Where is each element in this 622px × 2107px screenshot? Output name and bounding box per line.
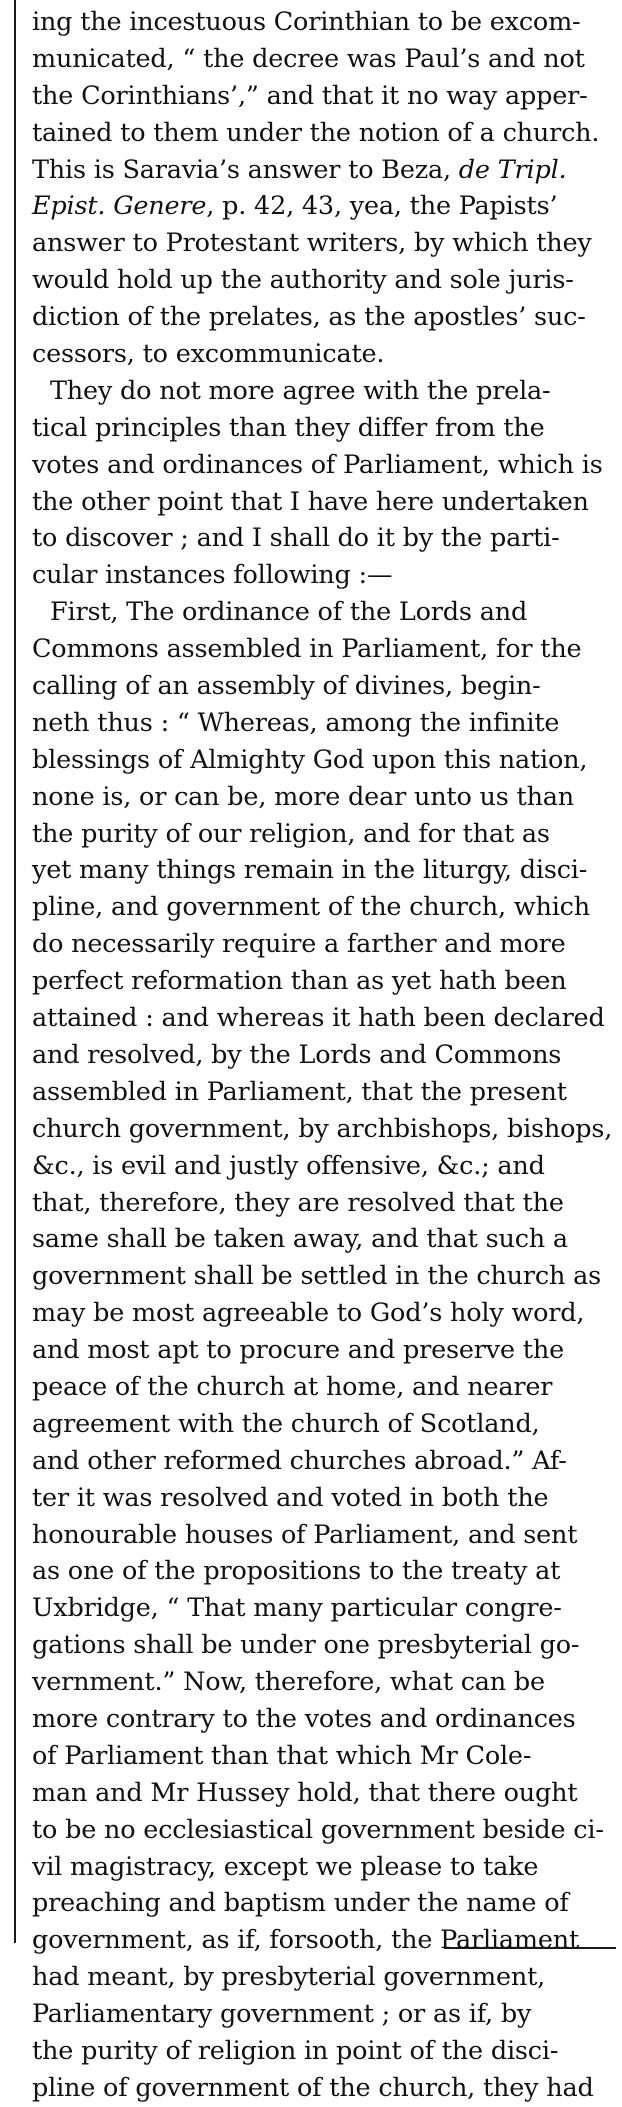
text-line — [32, 1553, 612, 1590]
line-text: had meant, by presbyterial government, — [32, 1962, 546, 1993]
line-text: to discover ; and I shall do it by the parti- — [32, 523, 560, 554]
column-rule-left — [14, 0, 16, 1943]
line-text: of Parliament than that which Mr Cole- — [32, 1740, 532, 1771]
text-line — [32, 668, 612, 705]
text-line — [32, 1517, 612, 1554]
line-text: assembled in Parliament, that the present — [32, 1076, 567, 1107]
text-line — [32, 1996, 612, 2033]
text-line — [32, 41, 612, 78]
line-text: to be no ecclesiastical government beside ci- — [32, 1814, 604, 1845]
text-line — [32, 299, 612, 336]
text-line — [32, 1480, 612, 1517]
line-text: the purity of our religion, and for that as — [32, 818, 550, 849]
line-text: yet many things remain in the liturgy, disci- — [32, 855, 588, 886]
line-text: man and Mr Hussey hold, that there ought — [32, 1777, 578, 1808]
line-text: ter it was resolved and voted in both the — [32, 1482, 549, 1513]
text-line — [32, 1664, 612, 1701]
text-line — [32, 557, 612, 594]
text-line — [32, 926, 612, 963]
text-line — [32, 1258, 612, 1295]
line-text: pline of government of the church, they had — [32, 2072, 594, 2103]
line-text: diction of the prelates, as the apostles’ suc- — [32, 302, 586, 333]
line-text: , p. 42, 43, yea, the Papists’ — [206, 191, 558, 222]
text-line — [32, 373, 612, 410]
text-line — [32, 1406, 612, 1443]
line-text: as one of the propositions to the treaty at — [32, 1556, 561, 1587]
text-line — [32, 1000, 612, 1037]
line-text: vernment.” Now, therefore, what can be — [32, 1667, 545, 1698]
line-text: calling of an assembly of divines, begin- — [32, 671, 541, 702]
line-text: would hold up the authority and sole juris- — [32, 265, 574, 296]
line-text: Parliamentary government ; or as if, by — [32, 1999, 532, 2030]
text-line — [32, 152, 612, 189]
text-line — [32, 1185, 612, 1222]
text-line — [32, 1037, 612, 1074]
text-line — [32, 852, 612, 889]
text-line — [32, 336, 612, 373]
line-text: more contrary to the votes and ordinances — [32, 1703, 576, 1734]
line-text: Commons assembled in Parliament, for the — [32, 634, 582, 665]
text-line — [32, 410, 612, 447]
italic-title: Epist. Genere — [32, 191, 207, 222]
line-text: preaching and baptism under the name of — [32, 1888, 569, 1919]
line-text: tical principles than they differ from the — [32, 412, 545, 443]
text-line — [32, 4, 612, 41]
line-text: peace of the church at home, and nearer — [32, 1371, 553, 1402]
text-line — [32, 779, 612, 816]
text-line — [32, 447, 612, 484]
text-line — [32, 816, 612, 853]
line-text: votes and ordinances of Parliament, which is — [32, 449, 603, 480]
text-line — [32, 2033, 612, 2070]
text-line — [32, 2070, 612, 2107]
line-text: They do not more agree with the prela- — [50, 375, 551, 406]
text-line — [32, 115, 612, 152]
text-line — [32, 1295, 612, 1332]
text-line — [32, 1332, 612, 1369]
text-line — [32, 1775, 612, 1812]
text-line — [32, 520, 612, 557]
text-line — [32, 705, 612, 742]
line-text: First, The ordinance of the Lords and — [50, 597, 528, 628]
line-text: This is Saravia’s answer to Beza, — [32, 154, 459, 185]
line-text: cular instances following :— — [32, 560, 393, 591]
text-line — [32, 1627, 612, 1664]
line-text: neth thus : “ Whereas, among the infinite — [32, 707, 560, 738]
line-text: honourable houses of Parliament, and sent — [32, 1519, 578, 1550]
text-line — [32, 889, 612, 926]
line-text: answer to Protestant writers, by which they — [32, 228, 592, 259]
text-line — [32, 1922, 612, 1959]
text-line — [32, 225, 612, 262]
text-line — [32, 1443, 612, 1480]
text-line — [32, 1221, 612, 1258]
line-text: perfect reformation than as yet hath been — [32, 966, 567, 997]
text-line — [32, 1074, 612, 1111]
text-line — [32, 1148, 612, 1185]
text-line — [32, 1369, 612, 1406]
line-text: vil magistracy, except we please to take — [32, 1851, 539, 1882]
line-text: the purity of religion in point of the disci- — [32, 2035, 559, 2066]
text-line — [32, 742, 612, 779]
text-line — [32, 1812, 612, 1849]
text-line — [32, 1590, 612, 1627]
line-text: attained : and whereas it hath been declared — [32, 1003, 605, 1034]
line-text: and most apt to procure and preserve the — [32, 1335, 564, 1366]
text-line — [32, 262, 612, 299]
line-text: ing the incestuous Corinthian to be excom- — [32, 7, 581, 37]
text-line — [32, 594, 612, 631]
text-line — [32, 78, 612, 115]
text-line — [32, 1885, 612, 1922]
line-text: same shall be taken away, and that such a — [32, 1224, 568, 1255]
line-text: Uxbridge, “ That many particular congre- — [32, 1593, 562, 1624]
text-line — [32, 1111, 612, 1148]
line-text: and resolved, by the Lords and Commons — [32, 1039, 562, 1070]
line-text: agreement with the church of Scotland, — [32, 1408, 540, 1439]
line-text: municated, “ the decree was Paul’s and not — [32, 43, 585, 74]
text-line — [32, 631, 612, 668]
line-text: gations shall be under one presbyterial go- — [32, 1630, 580, 1661]
line-text: &c., is evil and justly offensive, &c.; and — [32, 1150, 545, 1181]
document-text-column — [32, 4, 612, 2107]
text-line — [32, 1701, 612, 1738]
line-text: the other point that I have here undertaken — [32, 486, 589, 517]
text-line — [32, 1959, 612, 1996]
text-line — [32, 188, 612, 225]
line-text: none is, or can be, more dear unto us than — [32, 781, 575, 812]
text-line — [32, 1738, 612, 1775]
line-text: pline, and government of the church, which — [32, 892, 590, 923]
italic-title: de Tripl. — [458, 154, 567, 185]
line-text: blessings of Almighty God upon this nation, — [32, 744, 588, 775]
line-text: that, therefore, they are resolved that the — [32, 1187, 564, 1218]
line-text: cessors, to excommunicate. — [32, 339, 385, 370]
line-text: the Corinthians’,” and that it no way apper- — [32, 80, 588, 111]
line-text: and other reformed churches abroad.” Af- — [32, 1445, 567, 1476]
line-text: government, as if, forsooth, the Parliament — [32, 1925, 580, 1956]
text-line — [32, 484, 612, 521]
line-text: government shall be settled in the church as — [32, 1261, 601, 1292]
text-line — [32, 963, 612, 1000]
line-text: tained to them under the notion of a church. — [32, 117, 600, 148]
text-line — [32, 1849, 612, 1886]
line-text: do necessarily require a farther and more — [32, 929, 566, 960]
line-text: church government, by archbishops, bishops, — [32, 1113, 613, 1144]
line-text: may be most agreeable to God’s holy word, — [32, 1298, 585, 1329]
